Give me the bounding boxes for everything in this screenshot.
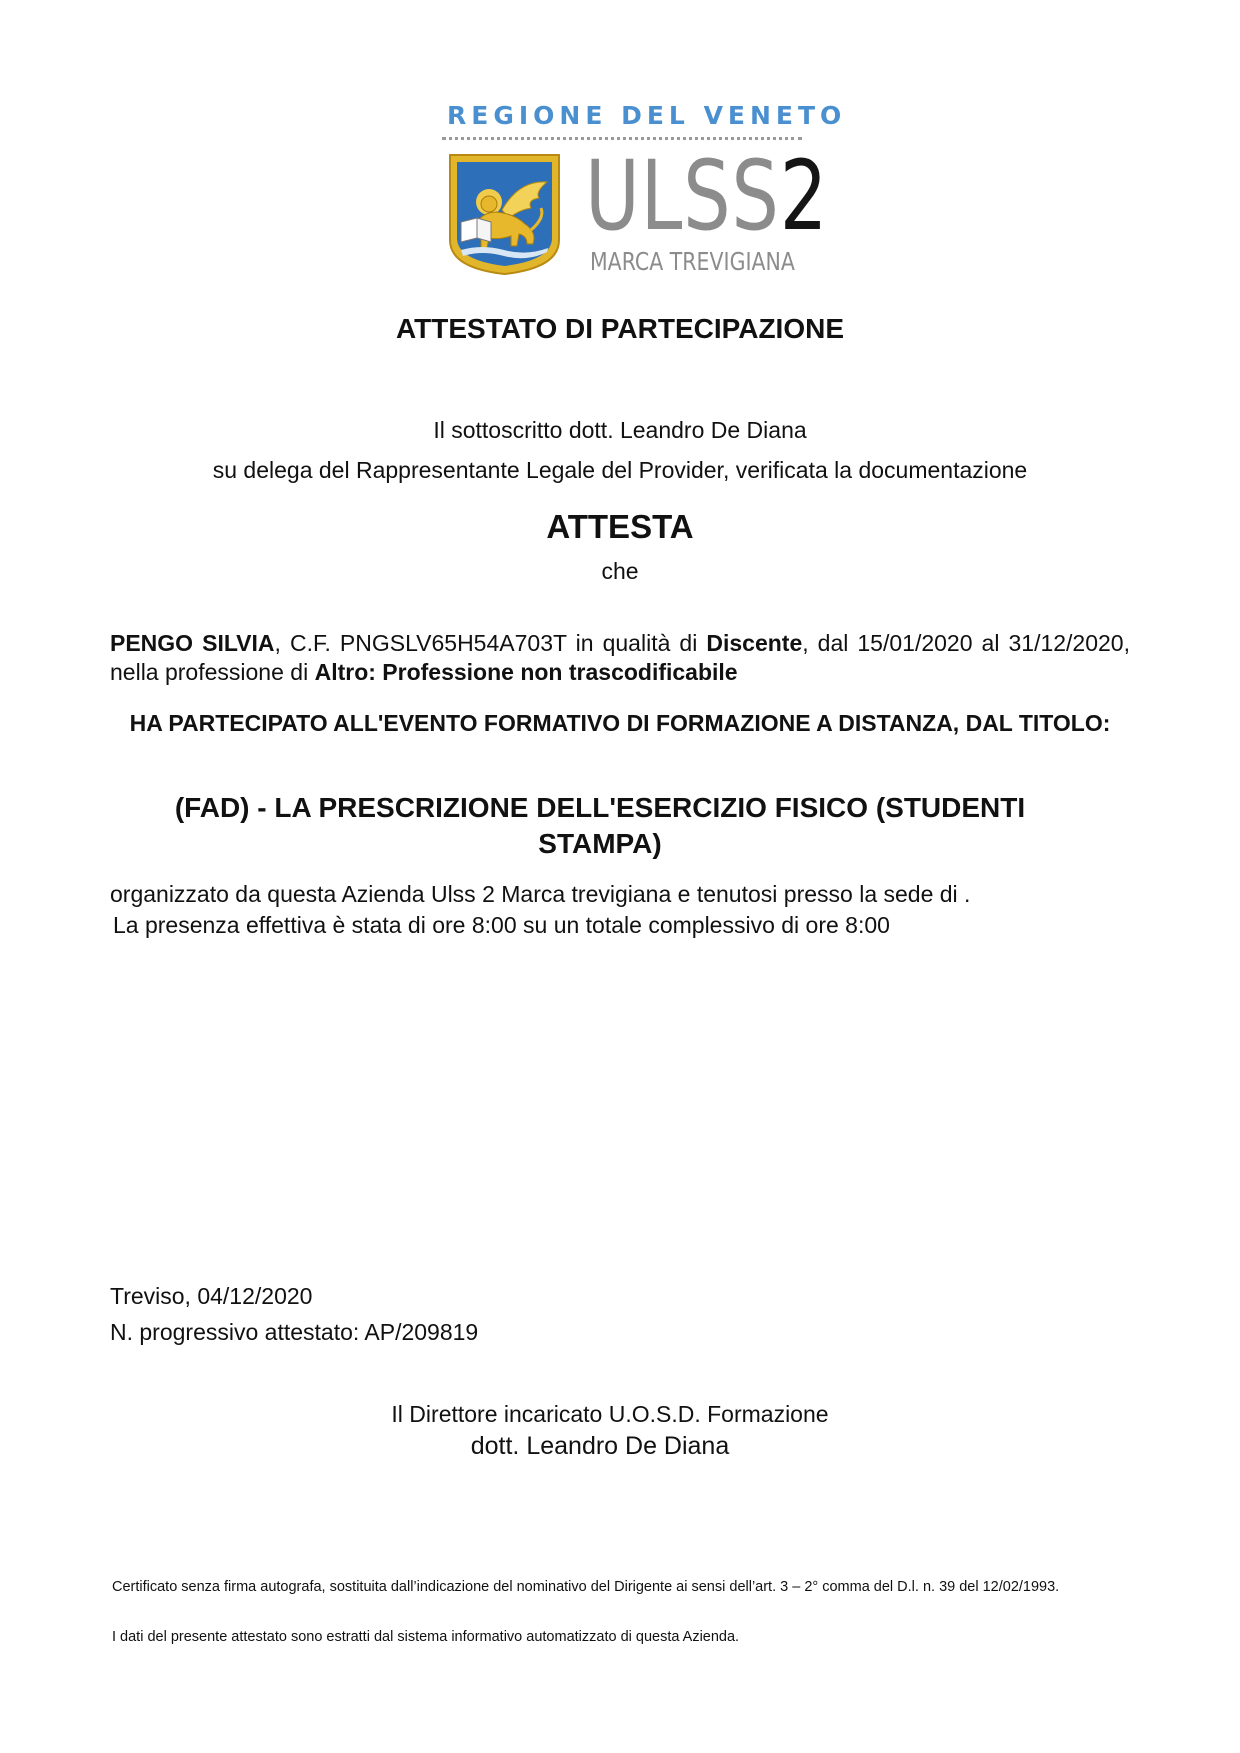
attesta-heading: ATTESTA <box>546 508 694 545</box>
logo-org-main: ULSS <box>585 140 780 252</box>
progressive-number: N. progressivo attestato: AP/209819 <box>110 1319 479 1345</box>
participant-profession: Altro: Professione non trascodificabile <box>314 659 738 685</box>
intro-line-2: su delega del Rappresentante Legale del Provider, verificata la documentazione <box>212 457 1028 483</box>
logo-org-number: 2 <box>779 140 829 252</box>
winged-lion-shield-icon <box>447 152 562 277</box>
logo-org-subtitle: MARCA TREVIGIANA <box>590 247 795 276</box>
participant-cf-text: , C.F. PNGSLV65H54A703T in qualità di <box>274 630 707 656</box>
signatory-title: Il Direttore incaricato U.O.S.D. Formazione <box>391 1401 829 1427</box>
participant-role: Discente <box>706 630 803 656</box>
place-date: Treviso, 04/12/2020 <box>110 1283 313 1309</box>
che-text: che <box>601 558 639 584</box>
intro-line-1: Il sottoscritto dott. Leandro De Diana <box>433 417 807 443</box>
signatory-name: dott. Leandro De Diana <box>470 1432 730 1460</box>
participant-name: PENGO SILVIA <box>110 630 275 656</box>
certificate-title: ATTESTATO DI PARTECIPAZIONE <box>396 313 844 344</box>
participant-period-text: , dal 15/01/2020 al 31/12/2020, nella professione di <box>110 630 1130 685</box>
logo-org-name <box>585 140 829 252</box>
participant-paragraph <box>110 629 1130 687</box>
presence-text: La presenza effettiva è stata di ore 8:00 su un totale complessivo di ore 8:00 <box>113 912 890 938</box>
course-title: (FAD) - LA PRESCRIZIONE DELL'ESERCIZIO FISICO (STUDENTI STAMPA) <box>174 792 1026 859</box>
logo-region-text: REGIONE DEL VENETO <box>447 101 847 130</box>
footer-note-data-source: I dati del presente attestato sono estratti dal sistema informativo automatizzato di questa Azienda. <box>112 1629 740 1645</box>
organizer-text: organizzato da questa Azienda Ulss 2 Marca trevigiana e tenutosi presso la sede di . <box>110 881 971 907</box>
footer-note-signature: Certificato senza firma autografa, sostituita dall’indicazione del nominativo del Dirigente ai sensi dell’art. 3 – 2° comma del D.l. n. 39 del 12/02/1993. <box>112 1579 1060 1595</box>
event-statement: HA PARTECIPATO ALL'EVENTO FORMATIVO DI FORMAZIONE A DISTANZA, DAL TITOLO: <box>129 710 1111 736</box>
